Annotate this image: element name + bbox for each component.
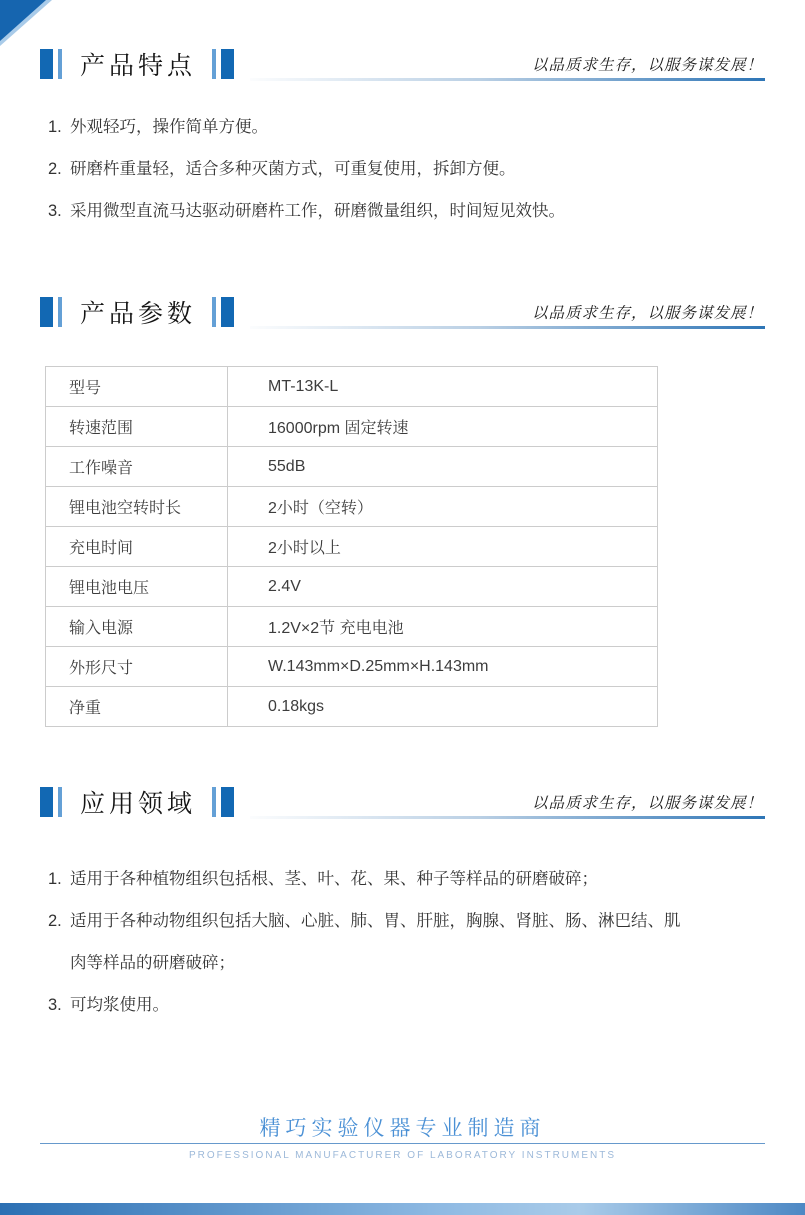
table-row — [46, 487, 658, 527]
list-item — [48, 984, 693, 1026]
features-list — [48, 106, 693, 232]
list-item — [48, 148, 693, 190]
section-header-applications — [40, 784, 765, 820]
header-bar-icon — [40, 49, 53, 79]
list-item — [48, 106, 693, 148]
param-value: MT-13K-L — [228, 367, 658, 407]
param-label: 工作噪音 — [46, 447, 228, 487]
header-bar-icon — [221, 297, 234, 327]
company-slogan: 以品质求生存，以服务谋发展！ — [531, 305, 763, 322]
list-item-number: 2. — [48, 160, 62, 178]
list-item-text: 采用微型直流马达驱动研磨杵工作，研磨微量组织，时间短见效快。 — [70, 202, 565, 220]
param-value: 16000rpm 固定转速 — [228, 407, 658, 447]
table-row — [46, 447, 658, 487]
footer-brand-cn: 精巧实验仪器专业制造商 — [259, 1117, 546, 1140]
param-label: 转速范围 — [46, 407, 228, 447]
table-row — [46, 407, 658, 447]
company-slogan: 以品质求生存，以服务谋发展！ — [531, 795, 763, 812]
param-value: W.143mm×D.25mm×H.143mm — [228, 647, 658, 687]
header-bar-icon — [221, 49, 234, 79]
header-bar-icon — [58, 49, 62, 79]
list-item-text: 适用于各种动物组织包括大脑、心脏、肺、胃、肝脏，胸腺、肾脏、肠、淋巴结、肌肉等样品的研磨破碎； — [70, 912, 681, 972]
corner-triangle-icon — [0, 0, 46, 41]
header-bar-icon — [40, 787, 53, 817]
param-value: 0.18kgs — [228, 687, 658, 727]
header-bar-icon — [212, 297, 216, 327]
header-right-area — [244, 294, 765, 330]
param-value: 55dB — [228, 447, 658, 487]
applications-list — [48, 858, 693, 1026]
table-row — [46, 687, 658, 727]
param-value: 2小时以上 — [228, 527, 658, 567]
param-value: 2.4V — [228, 567, 658, 607]
parameters-table — [45, 366, 658, 727]
list-item-number: 1. — [48, 870, 62, 888]
param-label: 锂电池空转时长 — [46, 487, 228, 527]
header-underline — [250, 326, 765, 329]
header-bar-icon — [212, 49, 216, 79]
header-bar-icon — [58, 787, 62, 817]
footer-brand-en: PROFESSIONAL MANUFACTURER OF LABORATORY INSTRUMENTS — [188, 1150, 617, 1161]
param-label: 锂电池电压 — [46, 567, 228, 607]
company-slogan: 以品质求生存，以服务谋发展！ — [531, 57, 763, 74]
header-underline — [250, 78, 765, 81]
list-item-text: 可均浆使用。 — [70, 996, 169, 1014]
section-title-features: 产品特点 — [80, 52, 197, 80]
list-item-number: 1. — [48, 118, 62, 136]
header-bar-icon — [221, 787, 234, 817]
list-item — [48, 190, 693, 232]
param-label: 外形尺寸 — [46, 647, 228, 687]
section-title-applications: 应用领域 — [80, 790, 197, 818]
header-bar-icon — [58, 297, 62, 327]
header-right-area — [244, 46, 765, 82]
list-item-text: 研磨杵重量轻，适合多种灭菌方式，可重复使用，拆卸方便。 — [70, 160, 516, 178]
section-header-parameters — [40, 294, 765, 330]
header-bar-icon — [212, 787, 216, 817]
table-row — [46, 527, 658, 567]
header-right-area — [244, 784, 765, 820]
param-label: 输入电源 — [46, 607, 228, 647]
list-item-number: 3. — [48, 202, 62, 220]
footer-gradient-bar — [0, 1203, 805, 1215]
section-title-parameters: 产品参数 — [80, 300, 197, 328]
param-label: 净重 — [46, 687, 228, 727]
list-item-number: 2. — [48, 912, 62, 930]
list-item-text: 外观轻巧，操作简单方便。 — [70, 118, 268, 136]
list-item-number: 3. — [48, 996, 62, 1014]
table-row — [46, 367, 658, 407]
table-row — [46, 647, 658, 687]
list-item-text: 适用于各种植物组织包括根、茎、叶、花、果、种子等样品的研磨破碎； — [70, 870, 598, 888]
param-value: 2小时（空转） — [228, 487, 658, 527]
param-label: 型号 — [46, 367, 228, 407]
list-item — [48, 858, 693, 900]
footer-divider — [40, 1143, 765, 1144]
list-item — [48, 900, 693, 984]
table-row — [46, 607, 658, 647]
header-underline — [250, 816, 765, 819]
param-label: 充电时间 — [46, 527, 228, 567]
table-row — [46, 567, 658, 607]
param-value: 1.2V×2节 充电电池 — [228, 607, 658, 647]
section-header-features — [40, 46, 765, 82]
header-bar-icon — [40, 297, 53, 327]
